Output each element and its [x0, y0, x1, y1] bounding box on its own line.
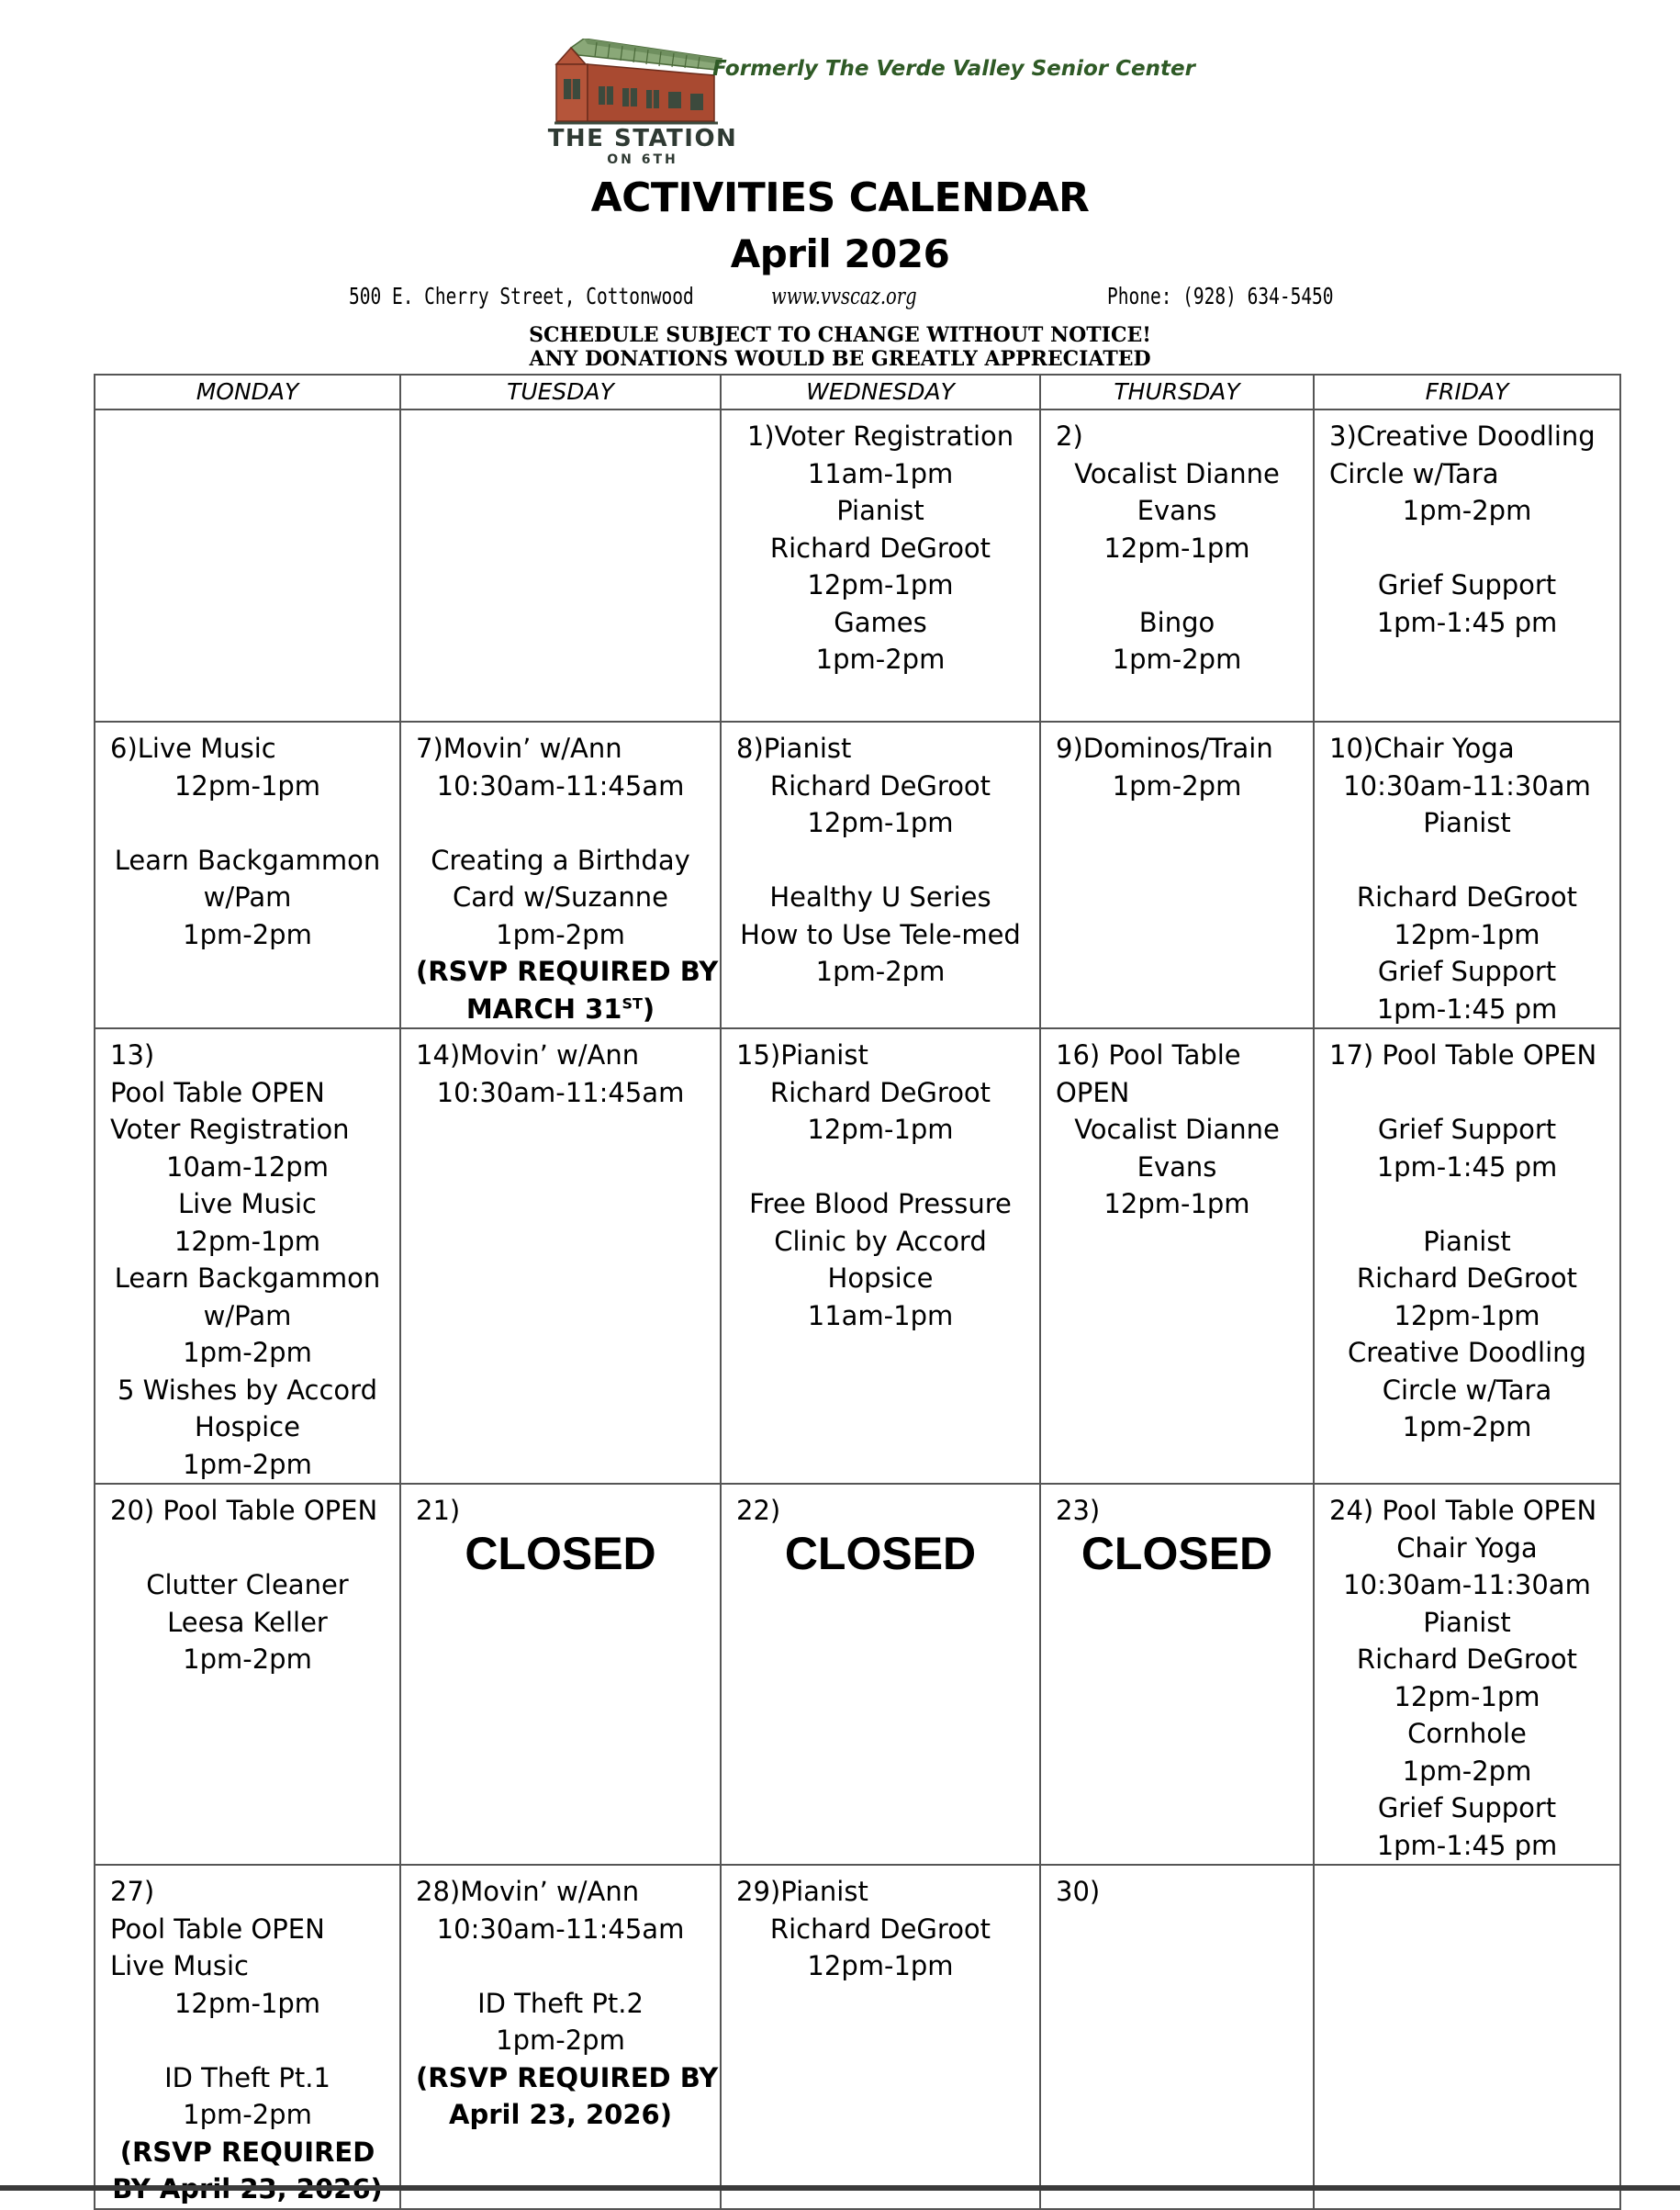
- event-line: 24) Pool Table OPEN: [1329, 1495, 1597, 1526]
- event-line: Games: [834, 606, 927, 638]
- event-line: 10:30am-11:45am: [436, 1076, 685, 1108]
- week-row: [95, 1865, 1620, 2209]
- station-building-icon: [551, 39, 725, 130]
- event-line: Richard DeGroot: [1356, 881, 1578, 913]
- event-line: 10:30am-11:30am: [1343, 769, 1591, 802]
- day-cell-13: [95, 1028, 400, 1484]
- event-line: [736, 1149, 1025, 1186]
- event-line: Hospice: [195, 1411, 300, 1442]
- event-line: w/Pam: [203, 1299, 292, 1331]
- rsvp-close: ): [642, 993, 655, 1025]
- event-line: 1pm-2pm: [1402, 495, 1532, 526]
- schedule-notice: SCHEDULE SUBJECT TO CHANGE WITHOUT NOTICE!: [529, 323, 1151, 347]
- rsvp-note: (RSVP REQUIRED: [119, 2136, 375, 2168]
- day-cell-21: [400, 1484, 721, 1865]
- event-line: 5 Wishes by Accord: [118, 1374, 377, 1406]
- logo-name: THE STATION: [547, 125, 738, 152]
- event-line: Vocalist Dianne: [1074, 1114, 1280, 1145]
- event-line: 12pm-1pm: [174, 1987, 321, 2019]
- event-line: Live Music: [110, 1950, 249, 1981]
- week-row: [95, 722, 1620, 1028]
- event-line: Chair Yoga: [1396, 1531, 1538, 1564]
- calendar-table: [94, 374, 1621, 2210]
- event-line: Circle w/Tara: [1329, 457, 1499, 489]
- event-line: Live Music: [178, 1188, 317, 1219]
- event-line: ID Theft Pt.2: [477, 1987, 644, 2019]
- event-line: Card w/Suzanne: [453, 881, 668, 913]
- event-line: OPEN: [1056, 1076, 1130, 1108]
- event-line: 1pm-1:45 pm: [1376, 606, 1558, 638]
- weekday-header-row: [95, 375, 1620, 409]
- event-line: 6)Live Music: [110, 733, 276, 764]
- address: 500 E. Cherry Street, Cottonwood: [349, 283, 694, 309]
- event-line: [416, 1947, 705, 1985]
- event-line: 28)Movin’ w/Ann: [416, 1876, 640, 1907]
- event-line: 1pm-2pm: [183, 918, 312, 950]
- page-title: ACTIVITIES CALENDAR: [590, 174, 1090, 221]
- day-number: 21): [416, 1495, 461, 1526]
- day-header: MONDAY: [95, 375, 400, 409]
- event-line: [1329, 842, 1605, 880]
- event-line: Richard DeGroot: [769, 1913, 991, 1945]
- day-cell-17: [1314, 1028, 1620, 1484]
- day-number: 22): [736, 1495, 781, 1526]
- day-cell-3: [1314, 409, 1620, 722]
- rsvp-note: (RSVP REQUIRED BY: [416, 2061, 719, 2093]
- logo-subtitle: ON 6TH: [607, 152, 678, 167]
- event-line: Circle w/Tara: [1382, 1374, 1552, 1406]
- event-line: [1056, 567, 1298, 604]
- day-cell-28: [400, 1865, 721, 2209]
- day-number: 27): [110, 1876, 155, 1907]
- day-cell-empty: [400, 409, 721, 722]
- event-line: Evans: [1137, 1150, 1217, 1183]
- event-line: [1329, 1185, 1605, 1223]
- formerly-tagline: Formerly The Verde Valley Senior Center: [712, 57, 1195, 81]
- event-line: Leesa Keller: [167, 1606, 328, 1638]
- event-line: 11am-1pm: [807, 1299, 954, 1331]
- event-line: Grief Support: [1377, 1792, 1557, 1823]
- day-cell-22: [721, 1484, 1040, 1865]
- event-line: Pianist: [1423, 1225, 1511, 1257]
- event-line: 12pm-1pm: [1394, 1680, 1540, 1712]
- phone: Phone: (928) 634-5450: [1107, 283, 1334, 309]
- week-row: [95, 409, 1620, 722]
- event-line: 12pm-1pm: [1394, 918, 1540, 950]
- event-line: 1pm-2pm: [496, 2025, 625, 2056]
- event-line: ID Theft Pt.1: [164, 2061, 330, 2093]
- event-line: 12pm-1pm: [1103, 532, 1250, 564]
- event-line: 12pm-1pm: [1103, 1188, 1250, 1219]
- event-line: Richard DeGroot: [769, 769, 991, 802]
- day-cell-24: [1314, 1484, 1620, 1865]
- event-line: 1pm-2pm: [815, 956, 946, 987]
- logo: [547, 37, 1195, 167]
- day-cell-16: [1040, 1028, 1314, 1484]
- event-line: w/Pam: [203, 881, 292, 913]
- donation-notice: ANY DONATIONS WOULD BE GREATLY APPRECIATED: [529, 347, 1151, 371]
- event-line: Creative Doodling: [1348, 1337, 1586, 1368]
- event-line: Vocalist Dianne: [1074, 457, 1280, 489]
- event-line: 12pm-1pm: [174, 1225, 321, 1257]
- event-line: Learn Backgammon: [114, 844, 381, 876]
- day-cell-14: [400, 1028, 721, 1484]
- event-line: 1pm-2pm: [1402, 1755, 1532, 1787]
- event-line: [1329, 530, 1605, 567]
- event-line: Bingo: [1138, 606, 1215, 638]
- day-number: 13): [110, 1039, 155, 1071]
- week-row: [95, 1484, 1620, 1865]
- event-line: 1pm-1:45 pm: [1376, 993, 1558, 1025]
- event-line: 11am-1pm: [807, 457, 954, 489]
- event-line: 12pm-1pm: [807, 1114, 954, 1145]
- day-cell-20: [95, 1484, 400, 1865]
- event-line: [416, 804, 705, 842]
- event-line: 7)Movin’ w/Ann: [416, 733, 622, 764]
- day-cell-10: [1314, 722, 1620, 1028]
- day-number: 2): [1056, 421, 1083, 452]
- event-line: 1pm-2pm: [1402, 1411, 1532, 1442]
- event-line: 1pm-2pm: [815, 644, 946, 675]
- event-line: 1pm-1:45 pm: [1376, 1150, 1558, 1183]
- event-line: Clutter Cleaner: [146, 1569, 349, 1600]
- event-line: 14)Movin’ w/Ann: [416, 1039, 640, 1071]
- day-cell-6: [95, 722, 400, 1028]
- day-cell-empty: [95, 409, 400, 722]
- event-line: [110, 804, 385, 842]
- event-line: Grief Support: [1377, 569, 1557, 600]
- day-number: 30): [1056, 1876, 1101, 1907]
- bottom-rule: [0, 2185, 1680, 2191]
- event-line: Pianist: [1423, 1606, 1511, 1638]
- event-line: 12pm-1pm: [1394, 1299, 1540, 1331]
- event-line: Evans: [1137, 495, 1217, 526]
- event-line: 10:30am-11:45am: [436, 769, 685, 802]
- website-link[interactable]: www.vvscaz.org: [771, 283, 917, 309]
- ordinal-suffix: ST: [622, 993, 643, 1012]
- event-line: 1pm-1:45 pm: [1376, 1829, 1558, 1861]
- day-number: 23): [1056, 1495, 1101, 1526]
- event-line: 12pm-1pm: [807, 569, 954, 600]
- event-line: 1pm-2pm: [183, 1448, 312, 1480]
- event-line: 1pm-2pm: [183, 2099, 312, 2130]
- day-cell-9: [1040, 722, 1314, 1028]
- day-cell-2: [1040, 409, 1314, 722]
- closed-label: CLOSED: [784, 1527, 977, 1579]
- day-header: THURSDAY: [1040, 375, 1314, 409]
- event-line: 8)Pianist: [736, 733, 852, 764]
- event-line: 1pm-2pm: [496, 918, 625, 950]
- event-line: Richard DeGroot: [769, 532, 991, 564]
- event-line: 12pm-1pm: [807, 1950, 954, 1981]
- event-line: 17) Pool Table OPEN: [1329, 1039, 1597, 1071]
- closed-label: CLOSED: [1081, 1527, 1273, 1579]
- event-line: How to Use Tele-med: [740, 918, 1021, 950]
- event-line: Free Blood Pressure: [749, 1188, 1012, 1219]
- day-cell-1: [721, 409, 1040, 722]
- event-line: 3)Creative Doodling: [1329, 421, 1596, 452]
- rsvp-note: [416, 991, 705, 1028]
- day-cell-7: [400, 722, 721, 1028]
- event-line: Creating a Birthday: [431, 844, 690, 876]
- event-line: 1pm-2pm: [183, 1643, 312, 1675]
- event-line: 16) Pool Table: [1056, 1039, 1241, 1071]
- event-line: 12pm-1pm: [807, 807, 954, 838]
- event-line: 29)Pianist: [736, 1876, 868, 1907]
- event-line: 10:30am-11:45am: [436, 1913, 685, 1945]
- day-header: WEDNESDAY: [721, 375, 1040, 409]
- event-line: Pianist: [836, 495, 924, 526]
- rsvp-date: MARCH 31: [465, 993, 622, 1025]
- event-line: Grief Support: [1377, 956, 1557, 987]
- event-line: Voter Registration: [110, 1114, 350, 1145]
- day-cell-29: [721, 1865, 1040, 2209]
- event-line: 15)Pianist: [736, 1039, 868, 1071]
- event-line: 10:30am-11:30am: [1343, 1569, 1591, 1600]
- event-line: Pool Table OPEN: [110, 1076, 325, 1108]
- day-cell-15: [721, 1028, 1040, 1484]
- event-line: Learn Backgammon: [114, 1262, 381, 1294]
- event-line: 1pm-2pm: [183, 1337, 312, 1368]
- event-line: 1)Voter Registration: [746, 421, 1014, 452]
- day-header: TUESDAY: [400, 375, 721, 409]
- day-header: FRIDAY: [1314, 375, 1620, 409]
- event-line: Healthy U Series: [769, 881, 991, 913]
- event-line: [110, 2022, 385, 2059]
- event-line: Richard DeGroot: [1356, 1262, 1578, 1294]
- rsvp-note: April 23, 2026): [449, 2099, 672, 2130]
- event-line: Hopsice: [827, 1262, 934, 1294]
- event-line: [736, 842, 1025, 880]
- event-line: [110, 1530, 385, 1567]
- event-line: 1pm-2pm: [1112, 644, 1242, 675]
- month-title: April 2026: [730, 231, 950, 276]
- event-line: 10am-12pm: [166, 1150, 329, 1183]
- event-line: 10)Chair Yoga: [1329, 733, 1515, 764]
- closed-label: CLOSED: [465, 1527, 656, 1579]
- day-cell-8: [721, 722, 1040, 1028]
- week-row: [95, 1028, 1620, 1484]
- event-line: 12pm-1pm: [174, 769, 321, 802]
- event-line: 20) Pool Table OPEN: [110, 1495, 378, 1526]
- day-cell-30: [1040, 1865, 1314, 2209]
- rsvp-note: (RSVP REQUIRED BY: [416, 956, 719, 987]
- event-line: Pool Table OPEN: [110, 1913, 325, 1945]
- event-line: 1pm-2pm: [1112, 769, 1242, 802]
- day-cell-empty: [1314, 1865, 1620, 2209]
- day-cell-27: [95, 1865, 400, 2209]
- event-line: Grief Support: [1377, 1114, 1557, 1145]
- day-cell-23: [1040, 1484, 1314, 1865]
- event-line: Cornhole: [1407, 1718, 1527, 1749]
- event-line: Richard DeGroot: [1356, 1643, 1578, 1675]
- event-line: Clinic by Accord: [774, 1225, 987, 1257]
- event-line: 9)Dominos/Train: [1056, 733, 1273, 764]
- event-line: [1329, 1074, 1605, 1112]
- event-line: Pianist: [1423, 807, 1511, 838]
- event-line: Richard DeGroot: [769, 1076, 991, 1108]
